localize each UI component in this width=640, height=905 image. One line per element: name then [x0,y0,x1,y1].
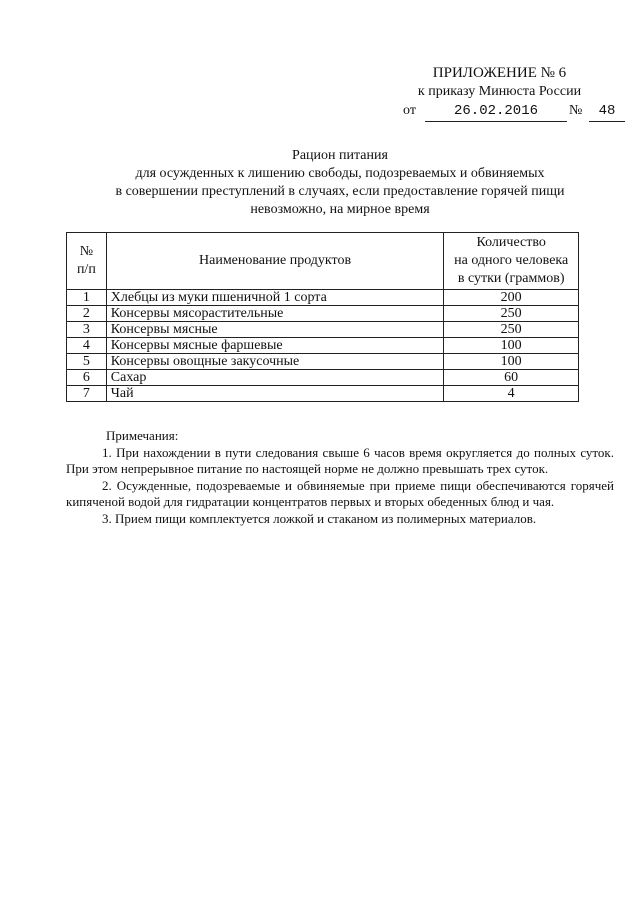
note-item: 3. Прием пищи комплектуется ложкой и стаканом из полимерных материалов. [102,510,537,526]
header-qty-line-1: Количество [476,235,546,250]
row-num: 1 [67,290,107,306]
order-number: 48 [589,101,625,122]
row-qty: 250 [444,322,579,338]
notes-section [66,428,614,527]
row-qty: 60 [444,370,579,386]
order-date: 26.02.2016 [425,101,567,122]
row-name: Консервы мясные фаршевые [106,338,444,354]
row-name: Хлебцы из муки пшеничной 1 сорта [106,290,444,306]
header-qty-line-2: на одного человека [454,253,569,268]
table-row [67,306,579,322]
appendix-subtitle: к приказу Минюста России [417,84,582,99]
header-qty-line-3: в сутки (граммов) [457,271,565,286]
table-row [67,386,579,402]
row-qty: 100 [444,354,579,370]
header-num-line-2: п/п [76,262,96,277]
row-qty: 4 [444,386,579,402]
heading-line-2: для осужденных к лишению свободы, подозреваемых и обвиняемых [135,166,545,181]
appendix-block [407,64,592,101]
table-row [67,322,579,338]
row-name: Консервы овощные закусочные [106,354,444,370]
order-number-label: № [569,103,583,118]
table-header-row [67,233,579,290]
row-name: Чай [106,386,444,402]
heading-line-3: в совершении преступлений в случаях, если предоставление горячей пищи [115,184,565,199]
heading-line-4: невозможно, на мирное время [250,202,430,217]
note-item: 1. При нахождении в пути следования свыше 6 часов время округляется до полных суток. При этом непрерывное питание по настоящей норме не должно превышать трех суток. [66,444,614,476]
row-num: 7 [67,386,107,402]
header-qty [444,233,579,290]
row-qty: 200 [444,290,579,306]
heading-title: Рацион питания [292,148,388,163]
row-num: 3 [67,322,107,338]
date-prefix: от [403,103,416,118]
header-num [67,233,107,290]
table-row [67,338,579,354]
row-num: 5 [67,354,107,370]
row-num: 2 [67,306,107,322]
notes-title: Примечания: [106,428,179,443]
table-row [67,290,579,306]
row-name: Консервы мясные [106,322,444,338]
row-qty: 100 [444,338,579,354]
note-item: 2. Осужденные, подозреваемые и обвиняемые при приеме пищи обеспечиваются горячей кипяченой водой для гидратации концентратов первых и вторых обеденных блюд и чая. [66,477,614,509]
row-num: 6 [67,370,107,386]
document-heading [80,147,600,219]
table-row [67,354,579,370]
row-num: 4 [67,338,107,354]
header-name: Наименование продуктов [106,233,444,290]
ration-table [66,232,579,402]
row-qty: 250 [444,306,579,322]
header-num-line-1: № [79,244,94,259]
appendix-title: ПРИЛОЖЕНИЕ № 6 [432,65,567,81]
row-name: Консервы мясорастительные [106,306,444,322]
table-row [67,370,579,386]
row-name: Сахар [106,370,444,386]
